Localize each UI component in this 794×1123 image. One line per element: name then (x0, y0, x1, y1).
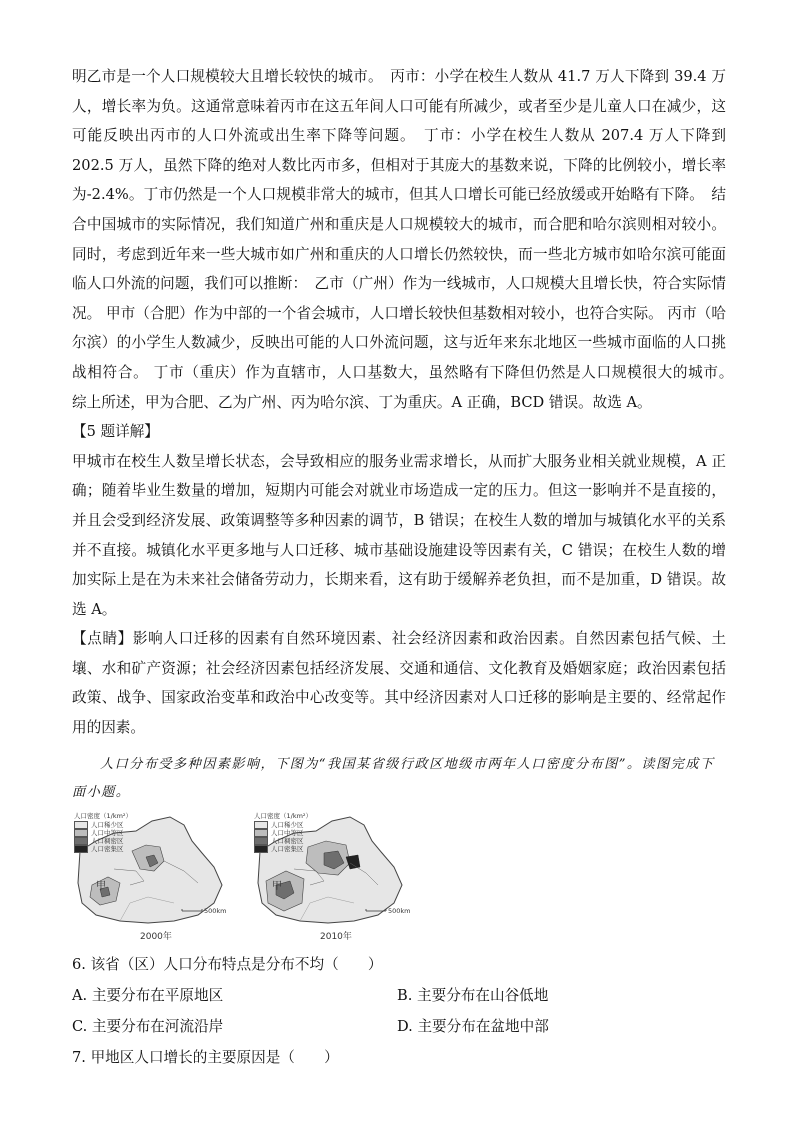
map-scale: 500km (388, 906, 411, 915)
key-point-paragraph: 【点睛】影响人口迁移的因素有自然环境因素、社会经济因素和政治因素。自然因素包括气候、土壤、水和矿产资源；社会经济因素包括经济发展、交通和通信、文化教育及婚姻家庭；政治因素包括政策、战争、国家政治变革和政治中心改变等。其中经济因素对人口迁移的影响是主要的、经常起作用的因素。 (72, 630, 726, 737)
section-heading-q5: 【5 题详解】 (72, 423, 159, 441)
map-2010-legend (254, 811, 312, 853)
option-d[interactable]: D. 主要分布在盆地中部 (397, 1017, 549, 1035)
legend-swatch (254, 821, 268, 829)
question-intro: 人口分布受多种因素影响，下图为“我国某省级行政区地级市两年人口密度分布图”。读图完成下面小题。 (72, 756, 715, 800)
density-maps (72, 811, 726, 943)
legend-label: 人口中等区 (271, 829, 304, 838)
legend-item (254, 845, 312, 853)
map-2010 (254, 811, 414, 943)
document-page (72, 62, 741, 1073)
region-label-jia: 甲 (96, 880, 106, 892)
map-caption-2000: 2000年 (140, 931, 172, 942)
map-caption-2010: 2010年 (320, 931, 352, 942)
region-label-jia: 甲 (272, 880, 282, 892)
legend-label: 人口稀少区 (271, 821, 304, 830)
legend-label: 人口中等区 (91, 829, 124, 838)
question-6-options-row-1 (72, 980, 726, 1011)
legend-title: 人口密度（1/km²） (254, 811, 313, 820)
question-6-stem: 6. 该省（区）人口分布特点是分布不均（ ） (72, 955, 383, 973)
legend-label: 人口稠密区 (91, 837, 124, 846)
legend-swatch (254, 829, 268, 837)
option-c[interactable]: C. 主要分布在河流沿岸 (72, 1017, 224, 1035)
legend-label: 人口稠密区 (271, 837, 304, 846)
question-7-stem: 7. 甲地区人口增长的主要原因是（ ） (72, 1048, 339, 1066)
legend-label: 人口密集区 (91, 845, 124, 854)
map-scale: 500km (204, 906, 227, 915)
legend-swatch (254, 845, 268, 853)
legend-label: 人口密集区 (271, 845, 304, 854)
legend-swatch (74, 829, 88, 837)
legend-swatch (74, 845, 88, 853)
question-6-options-row-2 (72, 1011, 726, 1042)
answer-paragraph-q5: 甲城市在校生人数呈增长状态，会导致相应的服务业需求增长，从而扩大服务业相关就业规模，A 正确；随着毕业生数量的增加，短期内可能会对就业市场造成一定的压力。但这一影响并不是直接的，并且会受到经济发展、政策调整等多种因素的调节，B 错误；在校生人数的增加与城镇化水平的关系并不直接。城镇化水平更多地与人口迁移、城市基础设施建设等因素有关，C 错误；在校生人数的增加实际上是在为未来社会储备劳动力，长期来看，这有助于缓解养老负担，而不是加重，D 错误。故选 A。 (72, 452, 726, 618)
legend-swatch (254, 837, 268, 845)
legend-swatch (74, 837, 88, 845)
legend-title: 人口密度（1/km²） (74, 811, 133, 820)
legend-label: 人口稀少区 (91, 821, 124, 830)
option-a[interactable]: A. 主要分布在平原地区 (72, 986, 224, 1004)
option-b[interactable]: B. 主要分布在山谷低地 (397, 986, 549, 1004)
map-2000 (74, 811, 234, 943)
legend-item (74, 845, 132, 853)
answer-paragraph-cities: 明乙市是一个人口规模较大且增长较快的城市。 丙市：小学在校生人数从 41.7 万人下降到 39.4 万人，增长率为负。这通常意味着丙市在这五年间人口可能有所减少，或者至少是儿童人口在减少，这可能反映出丙市的人口外流或出生率下降等问题。 丁市：小学在校生人数从 207.4 万人下降到 202.5 万人，虽然下降的绝对人数比丙市多，但相对于其庞大的基数来说，下降的比例较小，增长率为-2.4%。丁市仍然是一个人口规模非常大的城市，但其人口增长可能已经放缓或开始略有下降。 结合中国城市的实际情况，我们知道广州和重庆是人口规模较大的城市，而合肥和哈尔滨则相对较小。同时，考虑到近年来一些大城市如广州和重庆的人口增长仍然较快，而一些北方城市如哈尔滨可能面临人口外流的问题，我们可以推断： 乙市（广州）作为一线城市，人口规模大且增长快，符合实际情况。 甲市（合肥）作为中部的一个省会城市，人口增长较快但基数相对较小，也符合实际。 丙市（哈尔滨）的小学生人数减少，反映出可能的人口外流问题，这与近年来东北地区一些城市面临的人口挑战相符合。 丁市（重庆）作为直辖市，人口基数大，虽然略有下降但仍然是人口规模很大的城市。 综上所述，甲为合肥、乙为广州、丙为哈尔滨、丁为重庆。A 正确，BCD 错误。故选 A。 (72, 68, 741, 411)
legend-swatch (74, 821, 88, 829)
map-2000-legend (74, 811, 132, 853)
